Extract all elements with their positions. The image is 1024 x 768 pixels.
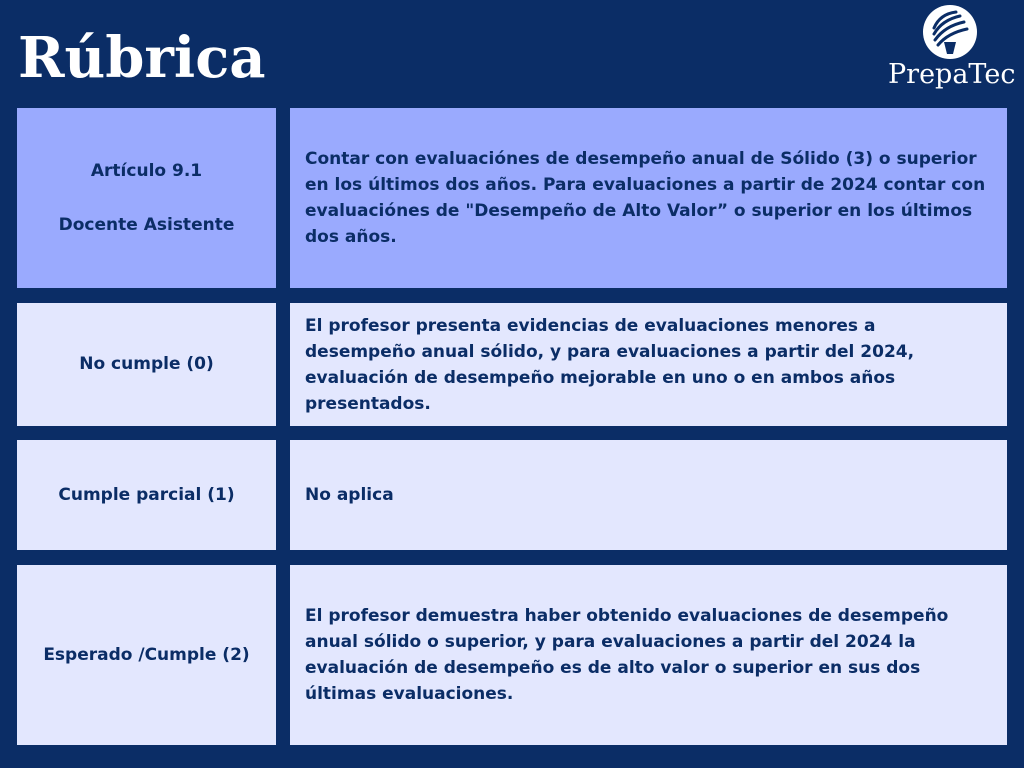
torch-emblem-icon [922,4,978,60]
prepatec-logo [888,4,1016,96]
logo-wordmark: PrepaTec [888,59,1016,90]
level-label-text: Esperado /Cumple (2) [43,644,250,665]
level-description-no-cumple [290,303,1007,426]
level-label-esperado [17,565,276,745]
level-description-text: El profesor demuestra haber obtenido evaluaciones de desempeño anual sólido o superior, y para evaluaciones a partir del 2024 la evaluación de desempeño es de alto valor o superior en sus dos últimas evaluaciones. [305,606,949,704]
criterion-description-text: Contar con evaluaciónes de desempeño anual de Sólido (3) o superior en los últimos dos años. Para evaluaciones a partir de 2024 contar con evaluaciónes de "Desempeño de Alto Valor” o superior en los últimos dos años. [305,149,986,247]
page-title: Rúbrica [18,25,266,91]
article-number: Artículo 9.1 [90,160,203,181]
level-description-esperado [290,565,1007,745]
article-role: Docente Asistente [58,214,235,235]
level-label-text: No cumple (0) [79,354,214,374]
level-description-cumple-parcial [290,440,1007,550]
level-label-cumple-parcial [17,440,276,550]
level-label-text: Cumple parcial (1) [58,484,235,505]
criterion-label-article [17,108,276,288]
level-description-text: El profesor presenta evidencias de evaluaciones menores a desempeño anual sólido, y para evaluaciones a partir del 2024, evaluación de desempeño mejorable en uno o en ambos años presentados. [305,315,915,414]
criterion-description-article [290,108,1007,288]
level-description-text: No aplica [305,485,394,505]
level-label-no-cumple [17,303,276,426]
